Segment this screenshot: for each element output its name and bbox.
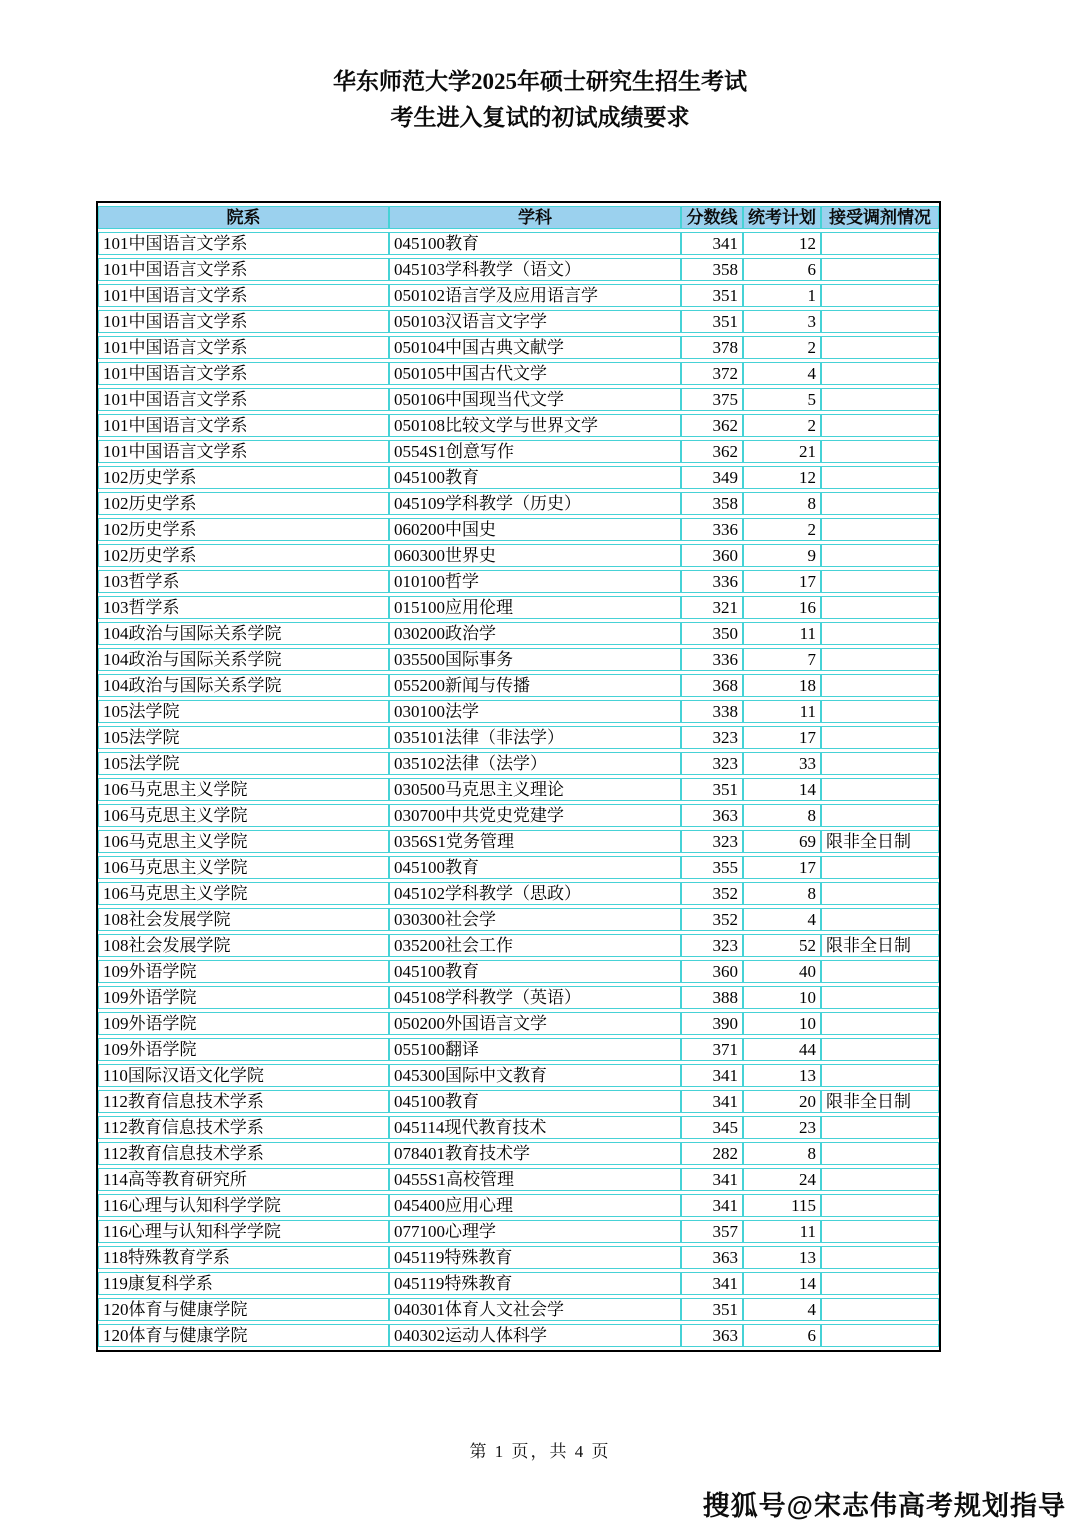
table-row [98,336,939,359]
cell-score-line: 323 [681,752,743,775]
cell-score-line: 390 [681,1012,743,1035]
cell-subject: 030300社会学 [389,908,681,931]
cell-adjustment [821,622,939,645]
table-row [98,986,939,1009]
cell-adjustment [821,726,939,749]
cell-subject: 0356S1党务管理 [389,830,681,853]
cell-plan: 18 [743,674,821,697]
cell-score-line: 349 [681,466,743,489]
cell-plan: 10 [743,986,821,1009]
cell-adjustment [821,284,939,307]
cell-adjustment [821,310,939,333]
cell-score-line: 341 [681,1090,743,1113]
cell-score-line: 352 [681,882,743,905]
cell-score-line: 371 [681,1038,743,1061]
cell-plan: 44 [743,1038,821,1061]
cell-adjustment [821,908,939,931]
cell-plan: 69 [743,830,821,853]
cell-plan: 11 [743,1220,821,1243]
cell-plan: 21 [743,440,821,463]
cell-adjustment [821,414,939,437]
cell-score-line: 360 [681,960,743,983]
cell-score-line: 336 [681,570,743,593]
cell-subject: 050106中国现当代文学 [389,388,681,411]
cell-department: 106马克思主义学院 [98,830,389,853]
cell-adjustment [821,570,939,593]
cell-subject: 050200外国语言文学 [389,1012,681,1035]
cell-plan: 4 [743,1298,821,1321]
cell-score-line: 355 [681,856,743,879]
cell-score-line: 358 [681,258,743,281]
cell-plan: 2 [743,518,821,541]
cell-score-line: 351 [681,778,743,801]
cell-plan: 2 [743,336,821,359]
cell-department: 112教育信息技术学系 [98,1142,389,1165]
cell-plan: 5 [743,388,821,411]
table-row [98,778,939,801]
cell-adjustment [821,882,939,905]
cell-department: 109外语学院 [98,960,389,983]
cell-plan: 33 [743,752,821,775]
cell-department: 105法学院 [98,700,389,723]
cell-score-line: 362 [681,414,743,437]
cell-department: 106马克思主义学院 [98,856,389,879]
header-cell-subject: 学科 [389,206,681,229]
cell-plan: 4 [743,908,821,931]
cell-score-line: 388 [681,986,743,1009]
table-row [98,284,939,307]
table-row [98,1220,939,1243]
cell-adjustment [821,518,939,541]
cell-plan: 11 [743,622,821,645]
cell-adjustment [821,388,939,411]
cell-department: 101中国语言文学系 [98,440,389,463]
cell-subject: 050102语言学及应用语言学 [389,284,681,307]
table-row [98,1142,939,1165]
table-row [98,1324,939,1347]
table-row [98,570,939,593]
cell-adjustment [821,336,939,359]
cell-plan: 10 [743,1012,821,1035]
cell-score-line: 323 [681,726,743,749]
header-cell-plan: 统考计划 [743,206,821,229]
cell-department: 116心理与认知科学学院 [98,1220,389,1243]
cell-adjustment: 限非全日制 [821,934,939,957]
cell-department: 104政治与国际关系学院 [98,674,389,697]
cell-subject: 078401教育技术学 [389,1142,681,1165]
table-row [98,466,939,489]
page-title-line2: 考生进入复试的初试成绩要求 [390,105,690,130]
table-row [98,310,939,333]
cell-plan: 12 [743,466,821,489]
header-cell-adjustment: 接受调剂情况 [821,206,939,229]
cell-subject: 045102学科教学（思政） [389,882,681,905]
cell-adjustment [821,1194,939,1217]
cell-department: 101中国语言文学系 [98,232,389,255]
cell-department: 116心理与认知科学学院 [98,1194,389,1217]
cell-subject: 077100心理学 [389,1220,681,1243]
cell-department: 112教育信息技术学系 [98,1116,389,1139]
table-row [98,388,939,411]
cell-score-line: 341 [681,1064,743,1087]
table-row [98,700,939,723]
cell-score-line: 341 [681,1272,743,1295]
cell-department: 120体育与健康学院 [98,1298,389,1321]
header-cell-score-line: 分数线 [681,206,743,229]
cell-plan: 17 [743,856,821,879]
table-row [98,1116,939,1139]
cell-department: 112教育信息技术学系 [98,1090,389,1113]
cell-adjustment [821,856,939,879]
table-row [98,674,939,697]
cell-subject: 045114现代教育技术 [389,1116,681,1139]
scores-table-container [96,201,941,1352]
cell-score-line: 378 [681,336,743,359]
cell-score-line: 336 [681,518,743,541]
cell-score-line: 358 [681,492,743,515]
cell-subject: 045100教育 [389,1090,681,1113]
table-row [98,544,939,567]
cell-score-line: 351 [681,310,743,333]
table-row [98,882,939,905]
cell-department: 108社会发展学院 [98,908,389,931]
page-title [0,64,1080,136]
cell-plan: 115 [743,1194,821,1217]
cell-subject: 045108学科教学（英语） [389,986,681,1009]
table-row [98,1168,939,1191]
cell-adjustment [821,1038,939,1061]
cell-plan: 6 [743,258,821,281]
cell-score-line: 345 [681,1116,743,1139]
cell-adjustment [821,778,939,801]
table-row [98,856,939,879]
cell-plan: 7 [743,648,821,671]
cell-score-line: 357 [681,1220,743,1243]
cell-subject: 0455S1高校管理 [389,1168,681,1191]
cell-department: 109外语学院 [98,1012,389,1035]
table-row [98,752,939,775]
table-row [98,1298,939,1321]
cell-plan: 52 [743,934,821,957]
cell-plan: 17 [743,570,821,593]
cell-department: 109外语学院 [98,1038,389,1061]
cell-plan: 11 [743,700,821,723]
cell-subject: 060300世界史 [389,544,681,567]
table-row [98,804,939,827]
cell-plan: 8 [743,804,821,827]
cell-plan: 16 [743,596,821,619]
cell-subject: 055100翻译 [389,1038,681,1061]
table-row [98,1064,939,1087]
table-row [98,232,939,255]
cell-plan: 3 [743,310,821,333]
cell-score-line: 336 [681,648,743,671]
cell-department: 110国际汉语文化学院 [98,1064,389,1087]
cell-department: 105法学院 [98,752,389,775]
cell-adjustment [821,804,939,827]
cell-department: 103哲学系 [98,570,389,593]
cell-adjustment [821,1116,939,1139]
page-title-line1: 华东师范大学2025年硕士研究生招生考试 [333,69,747,94]
cell-subject: 040301体育人文社会学 [389,1298,681,1321]
cell-score-line: 352 [681,908,743,931]
cell-subject: 030200政治学 [389,622,681,645]
cell-department: 108社会发展学院 [98,934,389,957]
cell-plan: 4 [743,362,821,385]
cell-score-line: 372 [681,362,743,385]
cell-adjustment [821,440,939,463]
cell-plan: 2 [743,414,821,437]
cell-department: 104政治与国际关系学院 [98,622,389,645]
cell-department: 102历史学系 [98,518,389,541]
cell-score-line: 341 [681,1168,743,1191]
cell-subject: 045100教育 [389,960,681,983]
cell-department: 105法学院 [98,726,389,749]
cell-score-line: 282 [681,1142,743,1165]
cell-adjustment [821,1298,939,1321]
header-cell-department: 院系 [98,206,389,229]
cell-department: 102历史学系 [98,466,389,489]
cell-adjustment [821,648,939,671]
cell-subject: 045400应用心理 [389,1194,681,1217]
cell-subject: 045100教育 [389,856,681,879]
cell-subject: 0554S1创意写作 [389,440,681,463]
cell-department: 104政治与国际关系学院 [98,648,389,671]
cell-adjustment [821,232,939,255]
table-row [98,622,939,645]
cell-subject: 035101法律（非法学） [389,726,681,749]
watermark: 搜狐号@宋志伟高考规划指导 [702,1491,1066,1521]
cell-adjustment [821,960,939,983]
cell-adjustment [821,1220,939,1243]
cell-score-line: 321 [681,596,743,619]
cell-adjustment [821,1168,939,1191]
cell-adjustment [821,596,939,619]
table-row [98,726,939,749]
cell-subject: 050104中国古典文献学 [389,336,681,359]
table-row [98,1012,939,1035]
cell-plan: 20 [743,1090,821,1113]
cell-subject: 045103学科教学（语文） [389,258,681,281]
cell-plan: 8 [743,882,821,905]
table-row [98,414,939,437]
cell-plan: 8 [743,1142,821,1165]
cell-subject: 045100教育 [389,232,681,255]
table-row [98,1246,939,1269]
cell-score-line: 323 [681,830,743,853]
table-row [98,830,939,853]
cell-subject: 010100哲学 [389,570,681,593]
cell-adjustment [821,1012,939,1035]
cell-score-line: 368 [681,674,743,697]
cell-plan: 13 [743,1246,821,1269]
cell-adjustment: 限非全日制 [821,1090,939,1113]
cell-department: 103哲学系 [98,596,389,619]
cell-department: 101中国语言文学系 [98,362,389,385]
cell-subject: 030500马克思主义理论 [389,778,681,801]
cell-adjustment [821,1142,939,1165]
cell-score-line: 338 [681,700,743,723]
cell-plan: 40 [743,960,821,983]
table-row [98,1090,939,1113]
cell-score-line: 351 [681,1298,743,1321]
cell-subject: 055200新闻与传播 [389,674,681,697]
cell-subject: 040302运动人体科学 [389,1324,681,1347]
cell-score-line: 375 [681,388,743,411]
table-row [98,1038,939,1061]
table-row [98,492,939,515]
cell-plan: 1 [743,284,821,307]
cell-subject: 045109学科教学（历史） [389,492,681,515]
cell-subject: 050105中国古代文学 [389,362,681,385]
cell-plan: 17 [743,726,821,749]
cell-score-line: 363 [681,804,743,827]
table-row [98,440,939,463]
cell-department: 109外语学院 [98,986,389,1009]
scores-table [98,203,939,1350]
cell-subject: 050108比较文学与世界文学 [389,414,681,437]
table-row [98,648,939,671]
cell-department: 101中国语言文学系 [98,284,389,307]
cell-score-line: 341 [681,1194,743,1217]
cell-score-line: 351 [681,284,743,307]
cell-adjustment [821,700,939,723]
cell-department: 101中国语言文学系 [98,310,389,333]
cell-adjustment [821,362,939,385]
table-body [98,232,939,1347]
cell-adjustment [821,1064,939,1087]
cell-adjustment [821,674,939,697]
cell-department: 101中国语言文学系 [98,388,389,411]
cell-department: 102历史学系 [98,492,389,515]
table-row [98,362,939,385]
table-row [98,596,939,619]
cell-subject: 035500国际事务 [389,648,681,671]
cell-department: 114高等教育研究所 [98,1168,389,1191]
cell-subject: 045100教育 [389,466,681,489]
cell-adjustment [821,1272,939,1295]
cell-score-line: 363 [681,1246,743,1269]
cell-score-line: 350 [681,622,743,645]
cell-department: 101中国语言文学系 [98,414,389,437]
cell-adjustment [821,1324,939,1347]
cell-adjustment [821,258,939,281]
cell-department: 106马克思主义学院 [98,804,389,827]
cell-subject: 060200中国史 [389,518,681,541]
cell-score-line: 360 [681,544,743,567]
table-row [98,960,939,983]
cell-adjustment [821,752,939,775]
cell-score-line: 362 [681,440,743,463]
cell-adjustment [821,466,939,489]
cell-adjustment [821,1246,939,1269]
cell-plan: 14 [743,778,821,801]
cell-department: 106马克思主义学院 [98,882,389,905]
cell-score-line: 323 [681,934,743,957]
cell-plan: 23 [743,1116,821,1139]
cell-plan: 12 [743,232,821,255]
cell-plan: 9 [743,544,821,567]
cell-department: 102历史学系 [98,544,389,567]
cell-subject: 045119特殊教育 [389,1246,681,1269]
cell-score-line: 363 [681,1324,743,1347]
cell-department: 120体育与健康学院 [98,1324,389,1347]
cell-adjustment [821,986,939,1009]
cell-adjustment: 限非全日制 [821,830,939,853]
cell-subject: 050103汉语言文字学 [389,310,681,333]
cell-subject: 030100法学 [389,700,681,723]
cell-score-line: 341 [681,232,743,255]
cell-plan: 13 [743,1064,821,1087]
page-number: 第 1 页，共 4 页 [469,1442,611,1461]
cell-plan: 24 [743,1168,821,1191]
cell-subject: 015100应用伦理 [389,596,681,619]
table-row [98,1272,939,1295]
cell-department: 118特殊教育学系 [98,1246,389,1269]
cell-department: 119康复科学系 [98,1272,389,1295]
cell-plan: 8 [743,492,821,515]
cell-plan: 6 [743,1324,821,1347]
cell-adjustment [821,544,939,567]
table-row [98,908,939,931]
table-row [98,518,939,541]
table-header-row [98,206,939,229]
cell-subject: 035102法律（法学） [389,752,681,775]
cell-subject: 045119特殊教育 [389,1272,681,1295]
cell-department: 106马克思主义学院 [98,778,389,801]
cell-subject: 035200社会工作 [389,934,681,957]
table-row [98,258,939,281]
cell-subject: 030700中共党史党建学 [389,804,681,827]
cell-plan: 14 [743,1272,821,1295]
cell-subject: 045300国际中文教育 [389,1064,681,1087]
cell-department: 101中国语言文学系 [98,336,389,359]
cell-department: 101中国语言文学系 [98,258,389,281]
cell-adjustment [821,492,939,515]
table-row [98,1194,939,1217]
table-row [98,934,939,957]
